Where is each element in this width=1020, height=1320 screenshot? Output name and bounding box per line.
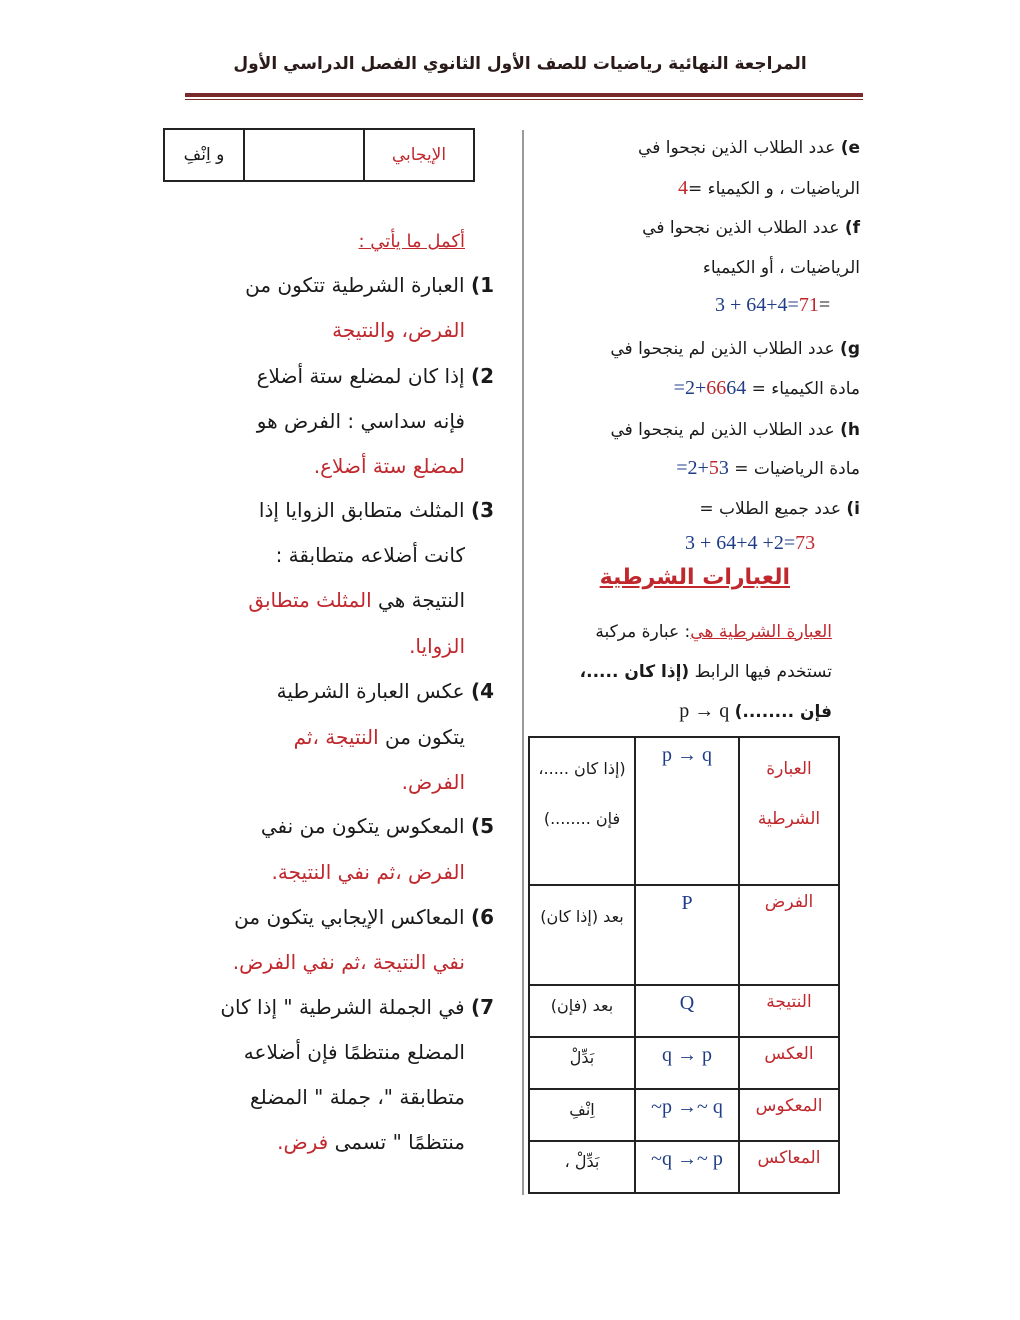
column-divider <box>522 130 524 1195</box>
table-cell-term: المعاكس <box>739 1141 839 1193</box>
table-cell-term: العبارة الشرطية <box>739 737 839 885</box>
item-f-line1 <box>642 218 860 238</box>
table-row <box>529 885 839 985</box>
table-cell-note: بعد (إذا كان) <box>529 885 635 985</box>
item-answer: 73 <box>795 532 816 554</box>
table-cell-symbol: ~q →~ p <box>635 1141 739 1193</box>
item-h-line2 <box>676 457 860 480</box>
q2-line2: فإنه سداسي : الفرض هو <box>256 409 465 433</box>
table-cell-note: و اِنْفِ <box>164 129 244 181</box>
table-cell-symbol: q → p <box>635 1037 739 1089</box>
definition-text: : عبارة مركبة <box>595 622 691 642</box>
item-text: الرياضيات ، أو الكيمياء <box>702 258 860 278</box>
item-f-line2 <box>703 258 860 278</box>
question-text: المثلث متطابق الزوايا إذا <box>258 498 465 522</box>
item-text: الرياضيات ، و الكيمياء = <box>687 179 860 199</box>
q5-line1 <box>261 814 494 838</box>
item-answer: 5 <box>708 457 719 479</box>
item-f-line3 <box>715 294 830 317</box>
table-cell-term: الإيجابي <box>364 129 474 181</box>
question-number: 1) <box>470 273 494 297</box>
table-cell-term: النتيجة <box>739 985 839 1037</box>
item-answer: 4 <box>677 177 688 199</box>
item-answer: 66 <box>706 377 727 399</box>
question-number: 4) <box>470 679 494 703</box>
item-g-line2 <box>674 377 860 400</box>
definition-connector: فإن ........) <box>734 702 832 722</box>
table-row <box>529 1037 839 1089</box>
q7-line3: متطابقة "، جملة " المضلع <box>249 1085 465 1109</box>
header-rule <box>185 93 863 97</box>
q3-answer2: الزوايا. <box>409 634 465 658</box>
item-e-line2 <box>678 177 860 200</box>
question-number: 3) <box>470 498 494 522</box>
item-label: f) <box>844 218 860 238</box>
item-i-line2 <box>685 532 815 555</box>
item-label: g) <box>840 339 860 359</box>
table-cell-term: العكس <box>739 1037 839 1089</box>
question-text: المعكوس يتكون من نفي <box>260 814 465 838</box>
table-cell-symbol: ~p →~ q <box>635 1089 739 1141</box>
q2-answer: لمضلع ستة أضلاع. <box>313 454 465 478</box>
table-cell-term: المعكوس <box>739 1089 839 1141</box>
question-answer: فرض. <box>277 1130 329 1154</box>
definition-line1 <box>595 622 832 642</box>
question-number: 2) <box>470 364 494 388</box>
item-expr: 3 + 64+4 +2= <box>685 532 796 554</box>
question-text: النتيجة هي <box>378 588 465 612</box>
definition-line3 <box>679 700 832 723</box>
item-label: h) <box>840 420 860 440</box>
item-text: مادة الرياضيات = <box>734 459 860 479</box>
item-suffix: = <box>818 294 831 316</box>
page-title: المراجعة النهائية رياضيات للصف الأول الثانوي الفصل الدراسي الأول <box>233 54 807 74</box>
question-number: 6) <box>470 905 494 929</box>
q7-line4 <box>277 1130 465 1154</box>
item-text: عدد الطلاب الذين نجحوا في <box>642 218 840 238</box>
question-text: العبارة الشرطية تتكون من <box>245 273 465 297</box>
q3-line2: كانت أضلاعه متطابقة : <box>275 543 465 567</box>
item-label: e) <box>840 138 860 158</box>
question-text: إذا كان لمضلع ستة أضلاع <box>256 364 465 388</box>
exercise-heading: أكمل ما يأتي : <box>358 231 465 252</box>
definition-symbol: p → q <box>679 700 730 722</box>
question-answer: المثلث متطابق <box>248 588 372 612</box>
question-text: عكس العبارة الشرطية <box>276 679 465 703</box>
table-row <box>529 985 839 1037</box>
item-e-line1 <box>638 138 860 158</box>
table-cell-note: اِنْفِ <box>529 1089 635 1141</box>
question-text: في الجملة الشرطية " إذا كان <box>220 995 465 1019</box>
table-row <box>529 1141 839 1193</box>
q7-line2: المضلع منتظمًا فإن أضلاعه <box>243 1040 465 1064</box>
item-text: عدد الطلاب الذين لم ينجحوا في <box>610 420 835 440</box>
q3-line3 <box>248 588 465 612</box>
question-number: 7) <box>470 995 494 1019</box>
table-row <box>529 737 839 885</box>
table-cell-note: بعد (فإن) <box>529 985 635 1037</box>
q2-line1 <box>257 364 494 388</box>
question-text: يتكون من <box>385 725 465 749</box>
definition-text: تستخدم فيها الرابط <box>694 662 832 682</box>
item-text: عدد الطلاب الذين لم ينجحوا في <box>610 339 835 359</box>
q4-line1 <box>277 679 494 703</box>
item-g-line1 <box>610 339 860 359</box>
item-text: مادة الكيمياء = <box>751 379 860 399</box>
item-label: i) <box>846 499 860 519</box>
q1-line1 <box>245 273 494 297</box>
table-cell-note: بَدِّلْ ، <box>529 1141 635 1193</box>
item-h-line1 <box>610 420 860 440</box>
definition-term: العبارة الشرطية هي <box>690 622 832 642</box>
question-text: منتظمًا " تسمى <box>334 1130 465 1154</box>
definition-line2 <box>580 662 832 682</box>
q4-answer2: الفرض. <box>401 770 465 794</box>
q6-line1 <box>234 905 494 929</box>
q7-line1 <box>220 995 494 1019</box>
q1-answer: الفرض، والنتيجة <box>332 318 465 342</box>
q4-line2 <box>294 725 465 749</box>
q5-answer: الفرض ،ثم نفي النتيجة. <box>271 860 465 884</box>
item-text: عدد الطلاب الذين نجحوا في <box>638 138 836 158</box>
table-row <box>529 1089 839 1141</box>
item-expr: 3+2= <box>676 457 729 479</box>
header-rule-thin <box>185 99 863 100</box>
definition-connector: (إذا كان .....، <box>579 662 690 682</box>
table-row <box>164 129 474 181</box>
conditional-table <box>528 736 840 1194</box>
table-cell-term: الفرض <box>739 885 839 985</box>
table-cell-empty <box>244 129 364 181</box>
table-cell-symbol: p → q <box>635 737 739 885</box>
table-cell-symbol: Q <box>635 985 739 1037</box>
question-number: 5) <box>470 814 494 838</box>
q3-line1 <box>259 498 494 522</box>
positive-contrapositive-table <box>163 128 475 182</box>
section-title: العبارات الشرطية <box>599 565 790 590</box>
q6-answer: نفي النتيجة ،ثم نفي الفرض. <box>232 950 465 974</box>
table-cell-note: بَدِّلْ <box>529 1037 635 1089</box>
item-expr: 64+2= <box>673 377 747 399</box>
table-cell-note: (إذا كان .....، فإن ........) <box>529 737 635 885</box>
question-text: المعاكس الإيجابي يتكون من <box>234 905 465 929</box>
table-cell-symbol: P <box>635 885 739 985</box>
item-answer: 71 <box>798 294 819 316</box>
item-i-line1 <box>699 499 860 519</box>
question-answer: النتيجة ،ثم <box>293 725 379 749</box>
item-expr: 3 + 64+4= <box>715 294 799 316</box>
item-text: عدد جميع الطلاب = <box>699 499 841 519</box>
